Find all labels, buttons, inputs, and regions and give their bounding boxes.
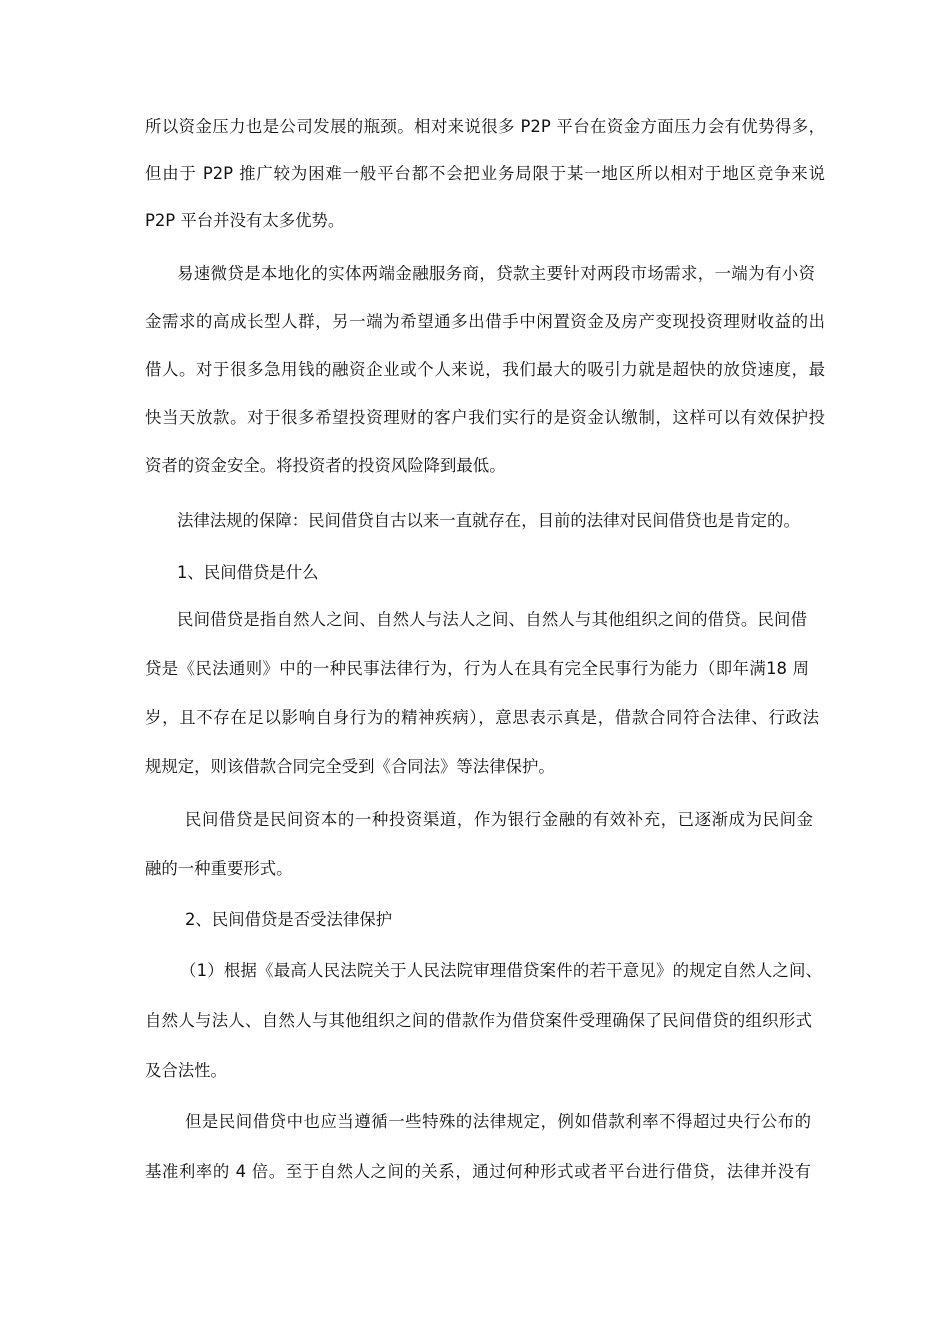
- paragraph-line: 法律法规的保障：民间借贷自古以来一直就存在，目前的法律对民间借贷也是肯定的。: [177, 511, 800, 530]
- paragraph-line: （1）根据《最高人民法院关于人民法院审理借贷案件的若干意见》的规定自然人之间、: [180, 961, 822, 980]
- paragraph-line: 资者的资金安全。将投资者的投资风险降到最低。: [145, 456, 506, 475]
- section-heading: 2、民间借贷是否受法律保护: [185, 910, 393, 929]
- paragraph-line: 易速微贷是本地化的实体两端金融服务商，贷款主要针对两段市场需求，一端为有小资: [177, 264, 815, 283]
- paragraph-line: 快当天放款。对于很多希望投资理财的客户我们实行的是资金认缴制，这样可以有效保护投: [145, 408, 825, 427]
- paragraph-line: 民间借贷是民间资本的一种投资渠道，作为银行金融的有效补充，已逐渐成为民间金: [185, 810, 813, 829]
- paragraph-line: 所以资金压力也是公司发展的瓶颈。相对来说很多 P2P 平台在资金方面压力会有优势得多，: [145, 117, 825, 136]
- paragraph-line: 但由于 P2P 推广较为困难一般平台都不会把业务局限于某一地区所以相对于地区竞争来说: [145, 164, 825, 183]
- paragraph-line: 金需求的高成长型人群，另一端为希望通多出借手中闲置资金及房产变现投资理财收益的出: [145, 312, 825, 331]
- paragraph-line: 岁，且不存在足以影响自身行为的精神疾病），意思表示真是，借款合同符合法律、行政法: [145, 708, 819, 727]
- section-heading: 1、民间借贷是什么: [177, 563, 319, 582]
- paragraph-line: P2P 平台并没有太多优势。: [145, 211, 345, 230]
- paragraph-line: 但是民间借贷中也应当遵循一些特殊的法律规定，例如借款利率不得超过央行公布的: [185, 1112, 811, 1131]
- paragraph-line: 融的一种重要形式。: [145, 859, 293, 878]
- paragraph-line: 规规定，则该借款合同完全受到《合同法》等法律保护。: [145, 757, 555, 776]
- paragraph-line: 自然人与法人、自然人与其他组织之间的借款作为借贷案件受理确保了民间借贷的组织形式: [145, 1011, 812, 1030]
- paragraph-line: 及合法性。: [145, 1061, 227, 1080]
- paragraph-line: 贷是《民法通则》中的一种民事法律行为，行为人在具有完全民事行为能力（即年满18 周: [145, 659, 809, 678]
- paragraph-line: 基准利率的 4 倍。至于自然人之间的关系，通过何种形式或者平台进行借贷，法律并没有: [145, 1162, 811, 1181]
- paragraph-line: 借人。对于很多急用钱的融资企业或个人来说，我们最大的吸引力就是超快的放贷速度，最: [145, 360, 825, 379]
- paragraph-line: 民间借贷是指自然人之间、自然人与法人之间、自然人与其他组织之间的借贷。民间借: [177, 610, 807, 629]
